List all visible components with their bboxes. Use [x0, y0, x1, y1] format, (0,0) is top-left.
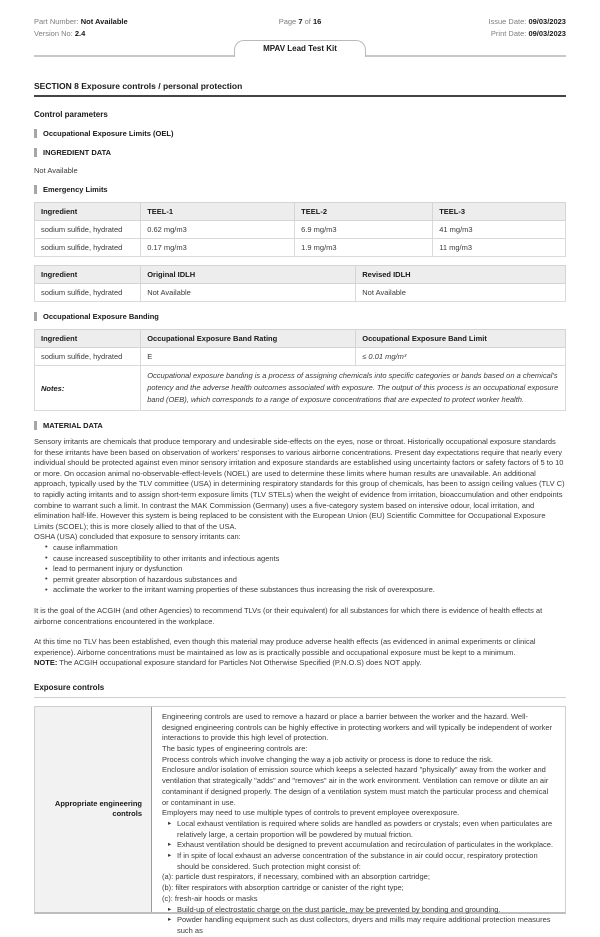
product-title-tab: MPAV Lead Test Kit: [234, 40, 366, 57]
table-cell: sodium sulfide, hydrated: [35, 348, 141, 366]
content-paragraph: Process controls which involve changing the way a job activity or process is done to reduce the risk.: [162, 754, 493, 764]
table-row: [35, 284, 566, 302]
material-data-subheading: MATERIAL DATA: [34, 421, 566, 430]
section-8-title: SECTION 8 Exposure controls / personal protection: [34, 81, 566, 97]
table-cell: sodium sulfide, hydrated: [35, 221, 141, 239]
part-number-value: Not Available: [80, 17, 128, 26]
engineering-controls-content: [152, 707, 565, 935]
part-number-label: Part Number:: [34, 17, 79, 26]
print-date-label: Print Date:: [490, 28, 527, 38]
column-header: Occupational Exposure Band Rating: [141, 330, 356, 348]
list-item: ▸ Local exhaust ventilation is required where solids are handled as powders or crystals; even when particulates are relatively large, a certain proportion will be powdered by mutual friction.: [168, 819, 556, 840]
column-header: Ingredient: [35, 330, 141, 348]
page-indicator: [211, 16, 388, 28]
header-rule: [34, 40, 566, 57]
column-header: Occupational Exposure Band Limit: [356, 330, 566, 348]
exposure-controls-heading: Exposure controls: [34, 683, 566, 698]
list-item: • lead to permanent injury or dysfunction: [45, 564, 566, 575]
version-no: [34, 28, 211, 40]
table-header-row: [35, 330, 566, 348]
column-header: TEEL-2: [295, 203, 433, 221]
table-cell: Not Available: [356, 284, 566, 302]
list-item: • acclimate the worker to the irritant warning properties of these substances thus increasing the risk of overexposure.: [45, 585, 566, 596]
print-date-value: 09/03/2023: [528, 28, 566, 38]
table-row: [35, 221, 566, 239]
column-header: TEEL-3: [433, 203, 566, 221]
ingredient-data-value: Not Available: [34, 166, 78, 175]
controls-bullet-list: [162, 905, 556, 937]
table-cell: 0.62 mg/m3: [141, 221, 295, 239]
table-cell: 0.17 mg/m3: [141, 239, 295, 257]
abc-item: (c): fresh-air hoods or masks: [162, 893, 258, 903]
note-text: The ACGIH occupational exposure standard for Particles Not Otherwise Specified (P.N.O.S) does NOT apply.: [57, 658, 422, 668]
table-cell: ≤ 0.01 mg/m³: [356, 348, 566, 366]
table-cell: sodium sulfide, hydrated: [35, 239, 141, 257]
list-item: ▸ Powder handling equipment such as dust collectors, dryers and mills may require additional protection measures such as: [168, 915, 556, 936]
page-number: 7: [298, 17, 303, 26]
page-prefix: Page: [278, 17, 297, 26]
table-cell: Not Available: [141, 284, 356, 302]
table-cell: 6.9 mg/m3: [295, 221, 433, 239]
banding-notes-row: [35, 366, 566, 411]
header-rule-left: [34, 55, 234, 57]
print-date: [389, 28, 566, 40]
controls-bullet-list: [162, 819, 556, 873]
abc-item: (a): particle dust respirators, if necessary, combined with an absorption cartridge;: [162, 872, 430, 882]
table-cell: sodium sulfide, hydrated: [35, 284, 141, 302]
column-header: Ingredient: [35, 266, 141, 284]
content-paragraph: The basic types of engineering controls are:: [162, 743, 308, 753]
issue-date-value: 09/03/2023: [528, 17, 566, 26]
osha-bullet-list: [34, 543, 566, 596]
table-cell: 1.9 mg/m3: [295, 239, 433, 257]
issue-date: [389, 16, 566, 28]
list-item: ▸ If in spite of local exhaust an adverse concentration of the substance in air could occur, respiratory protection should be considered. Such protection might consist of:: [168, 851, 556, 872]
content-paragraph: Enclosure and/or isolation of emission source which keeps a selected hazard "physically" away from the worker and ventilation that strategically "adds" and "removes" air in the work environment. Ventilation can remove or dilute an air contaminant if designed properly. The design of a ventilation system must match the particular process and chemical or contaminant in use.: [162, 765, 549, 807]
oel-subheading: Occupational Exposure Limits (OEL): [34, 129, 566, 138]
version-value: 2.4: [74, 28, 86, 38]
material-data-note: [34, 658, 566, 669]
material-data-paragraph: Sensory irritants are chemicals that produce temporary and undesirable side-effects on the eyes, nose or throat. Historically occupational exposure standards for these irritants have been based on observation of workers' responses to various airborne concentrations. Present day expectations require that nearly every individual should be protected against even minor sensory irritation and exposure standards are established using uncertainty factors or safety factors of 5 to 10 or more. On occasion animal no-observable-effect-levels (NOEL) are used to determine these limits where human results are unavailable. An additional approach, typically used by the TLV committee (USA) in determining respiratory standards for this group of chemicals, has been to assign ceiling values (TLV C) to rapidly acting irritants and to assign short-term exposure limits (TLV STELs) when the weight of evidence from irritation, bioaccumulation and other endpoints combine to warrant such a limit. In contrast the MAK Commission (Germany) uses a five-category system based on intensive odour, local irritation, and elimination half-life. However this system is being replaced to be consistent with the European Union (EU) Scientific Committee for Occupational Exposure Limits (SCOEL); this is more closely allied to that of the USA.: [34, 437, 565, 531]
control-parameters-heading: Control parameters: [34, 110, 108, 119]
material-data-paragraph: It is the goal of the ACGIH (and other Agencies) to recommend TLVs (or their equivalent) for all substances for which there is evidence of health effects at airborne concentrations encountered in the workplace.: [34, 605, 543, 626]
table-row: [35, 239, 566, 257]
list-item: • permit greater absorption of hazardous substances and: [45, 575, 566, 586]
table-header-row: [35, 203, 566, 221]
header-left: [34, 16, 211, 39]
version-label: Version No:: [34, 28, 73, 38]
banding-table: [34, 329, 566, 411]
list-item: • cause inflammation: [45, 543, 566, 554]
column-header: TEEL-1: [141, 203, 295, 221]
issue-date-label: Issue Date:: [488, 17, 527, 26]
idlh-table: [34, 265, 566, 302]
notes-text: Occupational exposure banding is a process of assigning chemicals into specific categories or bands based on a chemical's potency and the adverse health outcomes associated with exposure. The output of this process is an occupational exposure band (OEB), which corresponds to a range of exposure concentrations that are expected to protect worker health.: [141, 366, 566, 411]
table-header-row: [35, 266, 566, 284]
header-center: [211, 16, 388, 39]
engineering-controls-label: Appropriate engineering controls: [35, 707, 152, 912]
part-number: [34, 16, 211, 28]
content-paragraph: Engineering controls are used to remove a hazard or place a barrier between the worker and the hazard. Well-designed engineering controls can be highly effective in protecting workers and will typically be independent of worker interactions to provide this high level of protection.: [162, 711, 553, 743]
page-total: 16: [312, 17, 322, 26]
column-header: Revised IDLH: [356, 266, 566, 284]
table-cell: 11 mg/m3: [433, 239, 566, 257]
note-label: NOTE:: [34, 658, 58, 668]
page-of: of: [304, 17, 311, 26]
list-item: ▸ Build-up of electrostatic charge on the dust particle, may be prevented by bonding and grounding.: [168, 905, 556, 916]
list-item: • cause increased susceptibility to other irritants and infectious agents: [45, 554, 566, 565]
ingredient-data-subheading: INGREDIENT DATA: [34, 148, 566, 157]
header-right: [389, 16, 566, 39]
list-item: ▸ Exhaust ventilation should be designed to prevent accumulation and recirculation of particulates in the workplace.: [168, 840, 556, 851]
material-data-body: [34, 437, 566, 669]
page-header: [34, 16, 566, 39]
engineering-controls-table: [34, 706, 566, 935]
emergency-limits-table: [34, 202, 566, 257]
emergency-limits-subheading: Emergency Limits: [34, 185, 566, 194]
content-paragraph: Employers may need to use multiple types of controls to prevent employee overexposure.: [162, 808, 460, 818]
header-rule-right: [366, 55, 566, 57]
notes-label: Notes:: [35, 366, 141, 411]
column-header: Original IDLH: [141, 266, 356, 284]
material-data-paragraph: At this time no TLV has been established, even though this material may produce adverse health effects (as evidenced in animal experiments or clinical experience). Airborne concentrations must be maintained as low as is practically possible and occupational exposure must be kept to a minimum.: [34, 637, 536, 657]
table-cell: E: [141, 348, 356, 366]
table-cell: 41 mg/m3: [433, 221, 566, 239]
column-header: Ingredient: [35, 203, 141, 221]
banding-subheading: Occupational Exposure Banding: [34, 312, 566, 321]
osha-intro: OSHA (USA) concluded that exposure to sensory irritants can:: [34, 532, 241, 542]
abc-item: (b): filter respirators with absorption cartridge or canister of the right type;: [162, 883, 404, 893]
table-row: [35, 348, 566, 366]
